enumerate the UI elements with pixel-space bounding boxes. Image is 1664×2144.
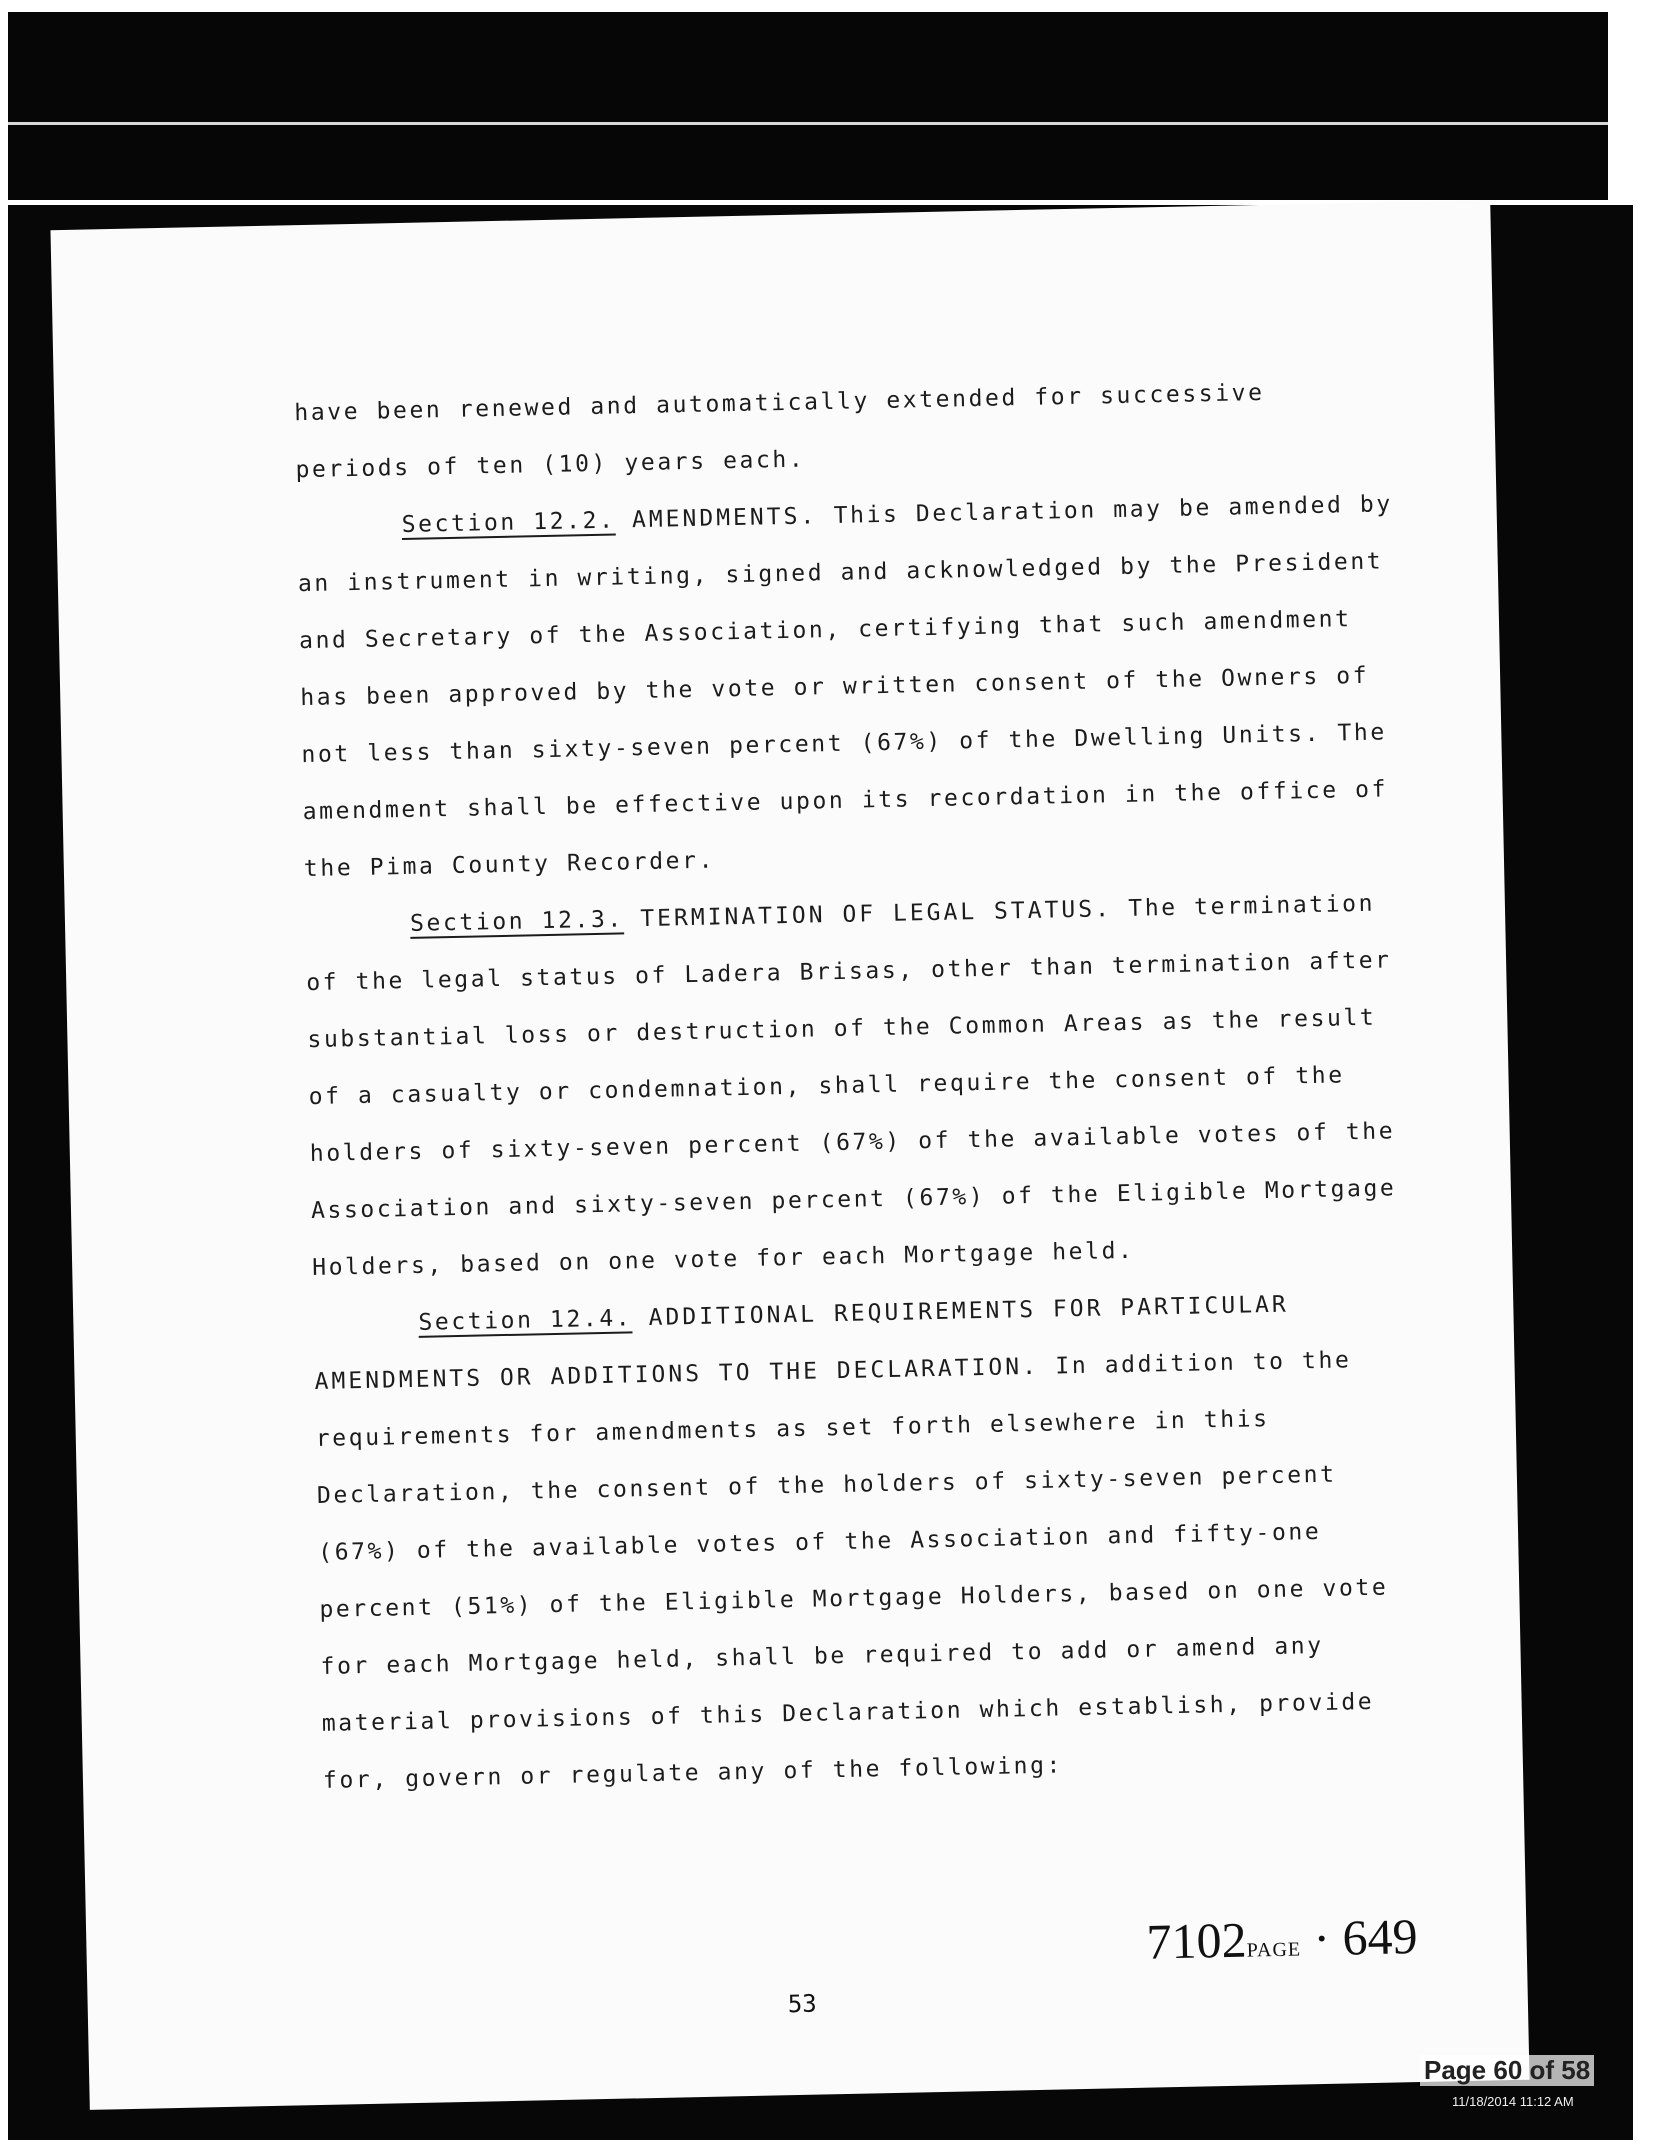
declaration-body — [294, 362, 1424, 1810]
viewer-page-counter: Page 60 of 58 — [1420, 2055, 1594, 2086]
section-heading: TERMINATION OF LEGAL STATUS. — [640, 896, 1113, 933]
scan-top-border — [8, 12, 1608, 200]
section-12-2 — [296, 476, 1404, 898]
book-number: 7102 — [1145, 1911, 1248, 1970]
page-word: PAGE — [1246, 1938, 1302, 1962]
paragraph-continuation: have been renewed and automatically extended for successive periods of ten (10) years each. — [294, 379, 1265, 484]
section-text: The termination of the legal status of Ladera Brisas, other than termination after substantial loss or destruction of the Common Areas as the result of a casualty or condemnation, shall require the consent of the holders of sixty-seven percent (67%) of the available votes of the Association and sixty-seven percent (67%) of the Eligible Mortgage Holders, based on one vote for each Mortgage held. — [306, 890, 1397, 1282]
document-page — [50, 200, 1529, 2110]
section-label: Section 12.2. — [401, 507, 616, 538]
section-text: In addition to the requirements for amendments as set forth elsewhere in this Declaration, the consent of the holders of sixty-seven percent (67%) of the available votes of the Association and fifty-one percent (51%) of the Eligible Mortgage Holders, based on one vote for each Mortgage held, shall be required to add or amend any material provisions of this Declaration which establish, provide for, govern or regulate any of the following: — [315, 1347, 1389, 1794]
scan-streak — [8, 122, 1608, 125]
section-text: This Declaration may be amended by an instrument in writing, signed and acknowledged by the President and Secretary of the Association, certifying that such amendment has been approved by the vote or written consent of the Owners of not less than sixty-seven percent (67%) of the Dwelling Units. The amendment shall be effective upon its recordation in the office of the Pima County Recorder. — [297, 491, 1394, 883]
section-label: Section 12.4. — [418, 1305, 633, 1336]
section-12-3 — [305, 875, 1413, 1297]
page-number: 53 — [787, 1989, 817, 2019]
section-12-4 — [313, 1274, 1424, 1810]
section-label: Section 12.3. — [409, 906, 625, 937]
section-heading: ADDITIONAL REQUIREMENTS FOR PARTICULAR AMENDMENTS OR ADDITIONS TO THE DECLARATION. — [314, 1291, 1289, 1396]
section-heading: AMENDMENTS. — [631, 503, 818, 534]
viewer-timestamp: 11/18/2014 11:12 AM — [1452, 2094, 1574, 2109]
page-number-stamp: 649 — [1341, 1908, 1419, 1966]
recording-book-page-stamp: 7102PAGE · 649 — [1145, 1908, 1419, 1970]
